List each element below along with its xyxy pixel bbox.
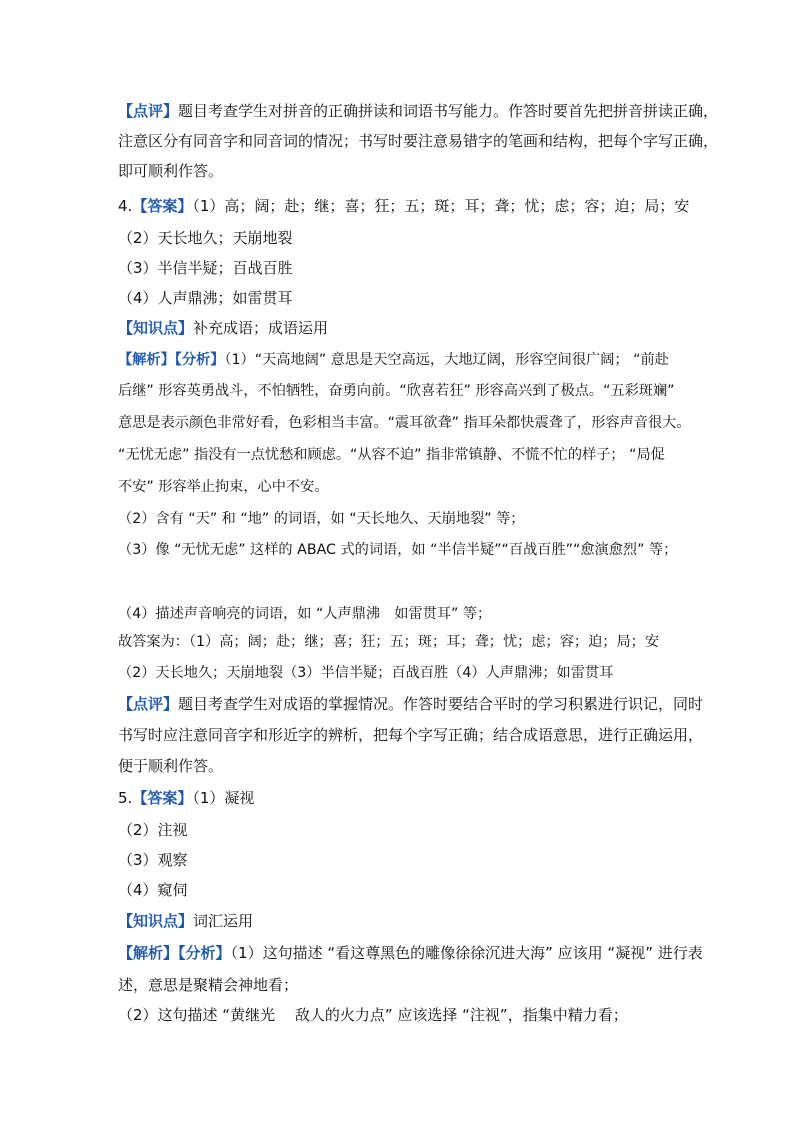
analysis-subtag: 【分析】 bbox=[174, 352, 225, 368]
answer-line bbox=[118, 788, 254, 808]
line-text: 题目考查学生对拼音的正确拼读和词语书写能力。作答时要首先把拼音拼读正确， bbox=[178, 102, 719, 120]
comment-line bbox=[118, 694, 703, 714]
comment-tag: 【点评】 bbox=[118, 695, 179, 713]
analysis-tag: 【解析】 bbox=[118, 352, 175, 368]
text-line: （3）像 “无忧无虑” 这样的 ABAC 式的词语，如 “半信半疑”“百战百胜”“愈演愈烈” 等； bbox=[118, 542, 678, 558]
text-line: （2）天长地久；天崩地裂 bbox=[118, 229, 293, 247]
comment-line bbox=[118, 101, 718, 121]
answer-tag: 【答案】 bbox=[132, 789, 193, 807]
text-line: （2）含有 “天” 和 “地” 的词语，如 “天长地久、天崩地裂” 等； bbox=[118, 511, 525, 527]
knowledge-line bbox=[118, 911, 253, 931]
answer-line bbox=[118, 196, 689, 216]
text-line: 便于顺利作答。 bbox=[118, 757, 224, 775]
text-line: 述，意思是聚精会神地看； bbox=[118, 976, 299, 994]
text-line: （4）窥伺 bbox=[118, 881, 188, 899]
line-text: （1）这句描述 “看这尊黑色的雕像徐徐沉进大海” 应该用 “凝视” 进行表 bbox=[230, 944, 703, 962]
knowledge-tag: 【知识点】 bbox=[118, 912, 194, 930]
text-line: 书写时应注意同音字和形近字的辨析，把每个字写正确；结合成语意思，进行正确运用， bbox=[118, 726, 704, 744]
text-line: 即可顺利作答。 bbox=[118, 162, 224, 180]
text-line: （3）观察 bbox=[118, 851, 188, 869]
text-line: “无忧无虑” 指没有一点忧愁和顾虑。“从容不迫” 指非常镇静、不慌不忙的样子； “局促 bbox=[118, 447, 665, 463]
text-line: （3）半信半疑；百战百胜 bbox=[118, 259, 293, 277]
analysis-line bbox=[118, 943, 703, 963]
text-line: 故答案为：（1）高；阔；赴；继；喜；狂；五；斑；耳；聋；忧；虑；容；迫；局；安 bbox=[118, 634, 660, 650]
knowledge-line bbox=[118, 318, 328, 338]
text-line: （2）注视 bbox=[118, 821, 188, 839]
analysis-subtag: 【分析】 bbox=[178, 944, 231, 962]
knowledge-tag: 【知识点】 bbox=[118, 319, 194, 337]
text-line: （4）描述声音响亮的词语，如 “人声鼎沸 如雷贯耳” 等； bbox=[118, 606, 492, 622]
line-text: 词汇运用 bbox=[193, 912, 254, 930]
question-number: 4. bbox=[118, 197, 133, 215]
line-text: 补充成语；成语运用 bbox=[193, 319, 329, 337]
line-text: （1）“天高地阔” 意思是天空高远，大地辽阔，形容空间很广阔； “前赴 bbox=[224, 352, 669, 368]
text-line: 不安” 形容举止拘束，心中不安。 bbox=[118, 479, 329, 495]
comment-tag: 【点评】 bbox=[118, 102, 179, 120]
text-line: （2）这句描述 “黄继光 敌人的火力点” 应该选择 “注视”，指集中精力看； bbox=[118, 1006, 628, 1024]
text-line: 意思是表示颜色非常好看，色彩相当丰富。“震耳欲聋” 指耳朵都快震聋了，形容声音很大。 bbox=[118, 415, 691, 431]
text-line: 后继” 形容英勇战斗，不怕牺牲，奋勇向前。“欣喜若狂” 形容高兴到了极点。“五彩斑斓” bbox=[118, 383, 675, 399]
text-line: 注意区分有同音字和同音词的情况；书写时要注意易错字的笔画和结构，把每个字写正确， bbox=[118, 132, 719, 150]
analysis-line bbox=[118, 350, 669, 370]
line-text: 题目考查学生对成语的掌握情况。作答时要结合平时的学习积累进行识记，同时 bbox=[178, 695, 704, 713]
question-number: 5. bbox=[118, 789, 133, 807]
text-line: （2）天长地久；天崩地裂（3）半信半疑；百战百胜（4）人声鼎沸；如雷贯耳 bbox=[118, 665, 614, 681]
text-line: （4）人声鼎沸；如雷贯耳 bbox=[118, 289, 293, 307]
line-text: （1）凝视 bbox=[192, 789, 255, 807]
line-text: （1）高；阔；赴；继；喜；狂；五；斑；耳；聋；忧；虑；容；迫；局；安 bbox=[192, 197, 690, 215]
analysis-tag: 【解析】 bbox=[118, 944, 179, 962]
answer-tag: 【答案】 bbox=[132, 197, 193, 215]
